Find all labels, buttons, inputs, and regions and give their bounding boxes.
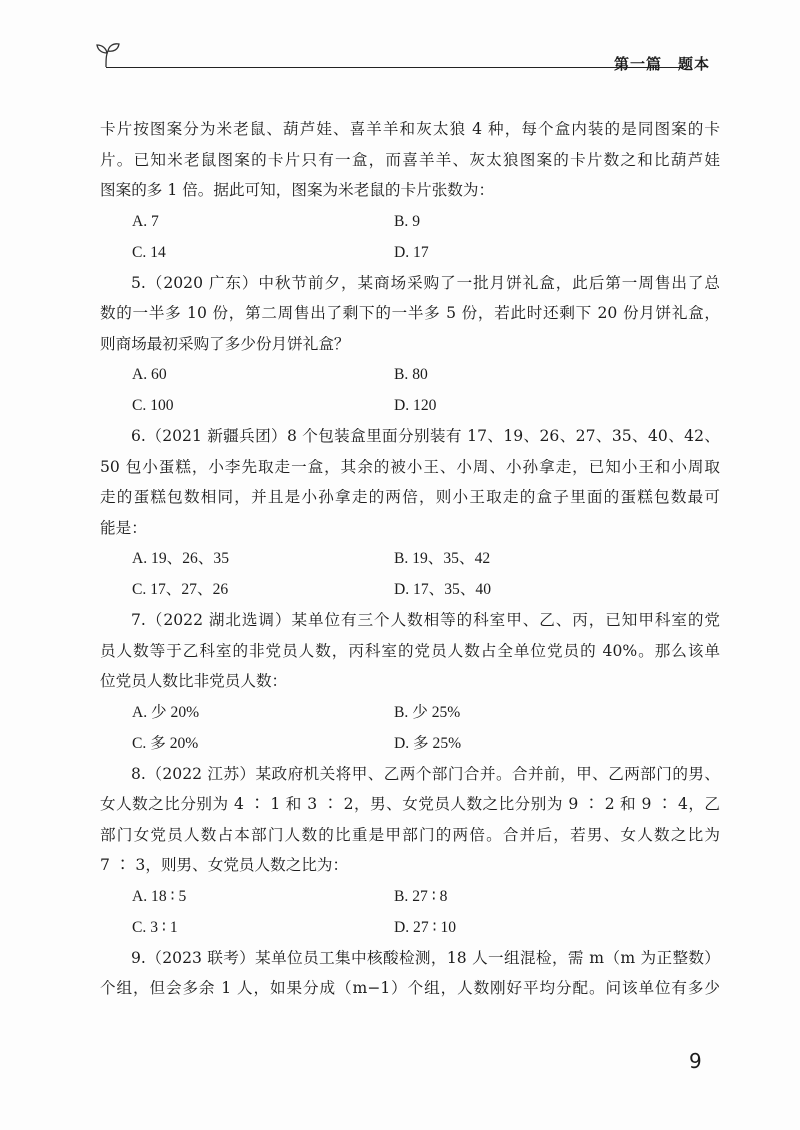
answer-options — [132, 359, 720, 421]
answer-option: C. 多 20% — [132, 734, 199, 752]
question-text-line: 9.（2023 联考）某单位员工集中核酸检测，18 人一组混检，需 m（m 为正整数） — [131, 948, 720, 967]
answer-option: B. 9 — [394, 212, 420, 230]
answer-options — [132, 881, 720, 943]
question-text-line: 部门女党员人数占本部门人数的比重是甲部门的两倍。合并后，若男、女人数之比为 — [100, 825, 720, 844]
answer-option: A. 60 — [132, 366, 167, 383]
answer-option: A. 7 — [132, 212, 159, 230]
question-text-line: 位党员人数比非党员人数： — [100, 672, 288, 690]
question-text-line: 7 ∶ 3，则男、女党员人数之比为： — [100, 856, 349, 874]
question-block — [100, 268, 720, 422]
answer-option: C. 100 — [132, 397, 174, 414]
question-text-line: 7.（2022 湖北选调）某单位有三个人数相等的科室甲、乙、丙，已知甲科室的党 — [131, 611, 720, 629]
page-content — [100, 114, 720, 1004]
answer-option: B. 80 — [394, 366, 428, 383]
answer-option: C. 14 — [132, 243, 166, 261]
answer-option: A. 19、26、35 — [132, 550, 230, 567]
question-block — [100, 943, 720, 1004]
section-title: 第一篇 题本 — [613, 55, 710, 73]
sprout-icon — [92, 40, 122, 70]
question-text-line: 数的一半多 10 份，第二周售出了剩下的一半多 5 份，若此时还剩下 20 份月饼礼盒， — [100, 304, 720, 322]
answer-option: C. 3 ∶ 1 — [132, 918, 178, 936]
answer-option: D. 120 — [394, 397, 437, 414]
question-text-line: 5.（2020 广东）中秋节前夕，某商场采购了一批月饼礼盒，此后第一周售出了总 — [131, 273, 720, 292]
answer-option: A. 18 ∶ 5 — [132, 887, 187, 905]
answer-option: A. 少 20% — [132, 703, 200, 721]
answer-options — [132, 543, 720, 605]
question-text-line: 则商场最初采购了多少份月饼礼盒？ — [100, 334, 350, 353]
question-text-line: 50 包小蛋糕，小李先取走一盒，其余的被小王、小周、小孙拿走，已知小王和小周取 — [100, 457, 720, 476]
question-text-line: 个组，但会多余 1 人，如果分成（m−1）个组，人数刚好平均分配。问该单位有多少 — [100, 979, 720, 997]
page-header — [92, 40, 710, 80]
question-text-line: 片。已知米老鼠图案的卡片只有一盒，而喜羊羊、灰太狼图案的卡片数之和比葫芦娃 — [100, 150, 720, 169]
question-text-line: 8.（2022 江苏）某政府机关将甲、乙两个部门合并。合并前，甲、乙两部门的男、 — [131, 764, 720, 783]
question-block — [100, 605, 720, 759]
answer-options — [132, 697, 720, 759]
question-text-line: 能是： — [100, 518, 147, 537]
question-text-line: 女人数之比分别为 4 ∶ 1 和 3 ∶ 2，男、女党员人数之比分别为 9 ∶ 2 和 9 ∶ 4，乙 — [100, 795, 720, 813]
answer-option: D. 27 ∶ 10 — [394, 918, 457, 936]
page-number: 9 — [689, 1049, 702, 1073]
question-text-line: 6.（2021 新疆兵团）8 个包装盒里面分别装有 17、19、26、27、35、40、42、 — [131, 427, 720, 445]
answer-option: C. 17、27、26 — [132, 581, 229, 598]
question-text-line: 员人数等于乙科室的非党员人数，丙科室的党员人数占全单位党员的 40%。那么该单 — [100, 641, 720, 660]
question-block — [100, 421, 720, 605]
answer-option: B. 27 ∶ 8 — [394, 887, 448, 905]
question-text-line: 走的蛋糕包数相同，并且是小孙拿走的两倍，则小王取走的盒子里面的蛋糕包数最可 — [100, 488, 720, 506]
question-block — [100, 114, 720, 268]
header-rule — [106, 67, 684, 68]
answer-option: D. 17、35、40 — [394, 581, 492, 598]
answer-option: D. 多 25% — [394, 734, 462, 752]
question-text-line: 图案的多 1 倍。据此可知，图案为米老鼠的卡片张数为： — [100, 181, 495, 199]
answer-option: D. 17 — [394, 243, 429, 261]
question-text-line: 卡片按图案分为米老鼠、葫芦娃、喜羊羊和灰太狼 4 种，每个盒内装的是同图案的卡 — [100, 120, 720, 138]
question-block — [100, 759, 720, 943]
answer-option: B. 少 25% — [394, 703, 461, 721]
answer-options — [132, 206, 720, 268]
answer-option: B. 19、35、42 — [394, 550, 491, 567]
